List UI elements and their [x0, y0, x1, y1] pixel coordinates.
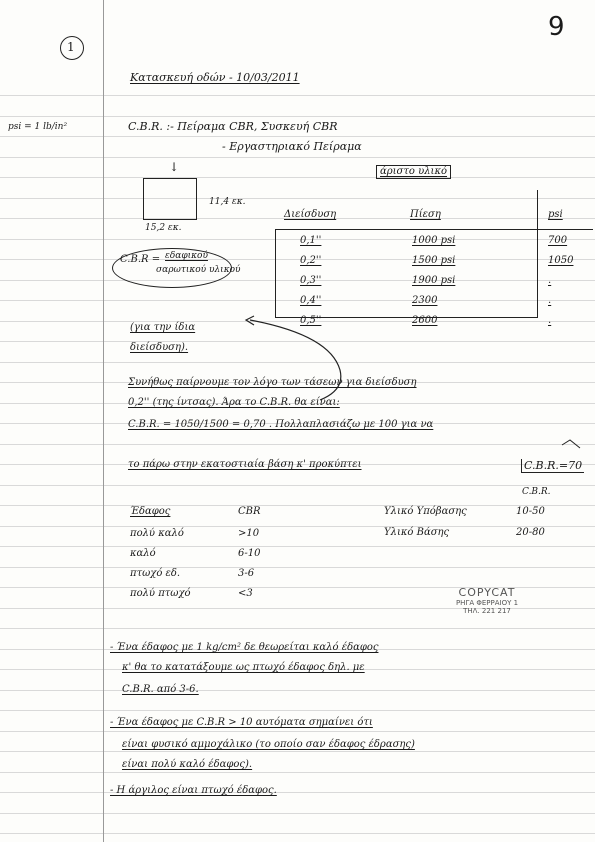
soil-row-name: πολύ καλό — [130, 528, 184, 539]
soil-row-cbr: >10 — [238, 528, 260, 539]
soil-row-cbr: 3-6 — [238, 568, 255, 579]
table-cell-pressure: 2600 — [412, 315, 438, 326]
table-cell-psi: 1050 — [548, 255, 574, 266]
bullet-line: C.B.R. από 3-6. — [122, 684, 199, 695]
cbr-subheading: - Εργαστηριακό Πείραμα — [222, 140, 362, 153]
page-number: 9 — [548, 12, 565, 42]
table-cell-penetration: 0,2'' — [300, 255, 322, 266]
page-title: Κατασκευή οδών - 10/03/2011 — [130, 71, 300, 84]
soil-row-cbr: <3 — [238, 588, 253, 599]
soil-right-name: Υλικό Βάσης — [384, 527, 450, 538]
cbr-ratio-denominator: σαρωτικού υλικού — [156, 265, 241, 275]
soil-row-name: πτωχό εδ. — [130, 568, 181, 579]
text-line: Συνήθως παίρνουμε τον λόγο των τάσεων για διείσδυση — [128, 377, 417, 388]
table-cell-psi: . — [548, 275, 552, 286]
table-cell-psi: . — [548, 315, 552, 326]
table-cell-penetration: 0,4'' — [300, 295, 322, 306]
soil-row-cbr: 6-10 — [238, 548, 261, 559]
table-cell-penetration: 0,3'' — [300, 275, 322, 286]
note-same-2: διείσδυση). — [130, 342, 189, 353]
stamp-line-2: ΡΗΓΑ ΦΕΡΡΑΙΟΥ 1 — [455, 599, 519, 607]
text-line: C.B.R. = 1050/1500 = 0,70 . Πολλαπλασιάζω με 100 για να — [128, 419, 434, 430]
table-header: Διείσδυση — [284, 209, 337, 220]
soil-right-name: Υλικό Υπόβασης — [384, 506, 467, 517]
sketch-height-label: 11,4 εκ. — [209, 197, 246, 207]
note-same-1: (για την ίδια — [130, 322, 196, 333]
material-label: άριστο υλικό — [376, 165, 451, 179]
margin-note: psi = 1 lb/in² — [8, 122, 68, 132]
soil-row-name: πολύ πτωχό — [130, 588, 191, 599]
cbr-result-box: C.B.R.=70 — [521, 459, 584, 473]
soil-header: CBR — [238, 506, 261, 517]
cbr-ratio-lhs: C.B.R = — [120, 254, 161, 265]
bullet-line: - Ένα έδαφος με 1 kg/cm² δε θεωρείται καλό έδαφος — [110, 642, 379, 653]
stamp-line-1: COPYCAT — [458, 586, 516, 599]
table-cell-pressure: 1500 psi — [412, 255, 456, 266]
soil-header: Έδαφος — [130, 506, 171, 517]
table-header: Πίεση — [410, 209, 441, 220]
table-cell-penetration: 0,1'' — [300, 235, 322, 246]
load-arrow: ↓ — [169, 160, 180, 174]
table-cell-psi: . — [548, 295, 552, 306]
bullet-line: - Ένα έδαφος με C.B.R > 10 αυτόματα σημαίνει ότι — [110, 717, 373, 728]
table-cell-pressure: 2300 — [412, 295, 438, 306]
table-cell-penetration: 0,5'' — [300, 315, 322, 326]
table-header: psi — [548, 209, 563, 220]
text-line: 0,2'' (της ίντσας). Άρα το C.B.R. θα είναι: — [128, 397, 340, 408]
table-cell-pressure: 1000 psi — [412, 235, 456, 246]
cbr-ratio-numerator: εδαφικού — [165, 251, 208, 261]
table-cell-pressure: 1900 psi — [412, 275, 456, 286]
copycat-stamp — [432, 586, 542, 615]
soil-right-header: C.B.R. — [522, 487, 551, 497]
stamp-line-3: ΤΗΛ. 221 217 — [463, 607, 511, 615]
circled-number: 1 — [67, 40, 75, 54]
sketch-width-label: 15,2 εκ. — [145, 223, 182, 233]
bullet-line: είναι πολύ καλό έδαφος). — [122, 759, 253, 770]
bullet-line: κ' θα το κατατάξουμε ως πτωχό έδαφος δηλ. με — [122, 662, 365, 673]
table-cell-psi: 700 — [548, 235, 568, 246]
soil-right-range: 10-50 — [516, 506, 545, 517]
bullet-line: - Η άργιλος είναι πτωχό έδαφος. — [110, 785, 277, 796]
soil-right-range: 20-80 — [516, 527, 545, 538]
text-line: το πάρω στην εκατοστιαία βάση κ' προκύπτει — [128, 459, 362, 470]
bullet-line: είναι φυσικό αμμοχάλικο (το οποίο σαν έδαφος έδρασης) — [122, 739, 415, 750]
soil-row-name: καλό — [130, 548, 156, 559]
cbr-heading: C.B.R. :- Πείραμα CBR, Συσκευή CBR — [128, 120, 338, 133]
